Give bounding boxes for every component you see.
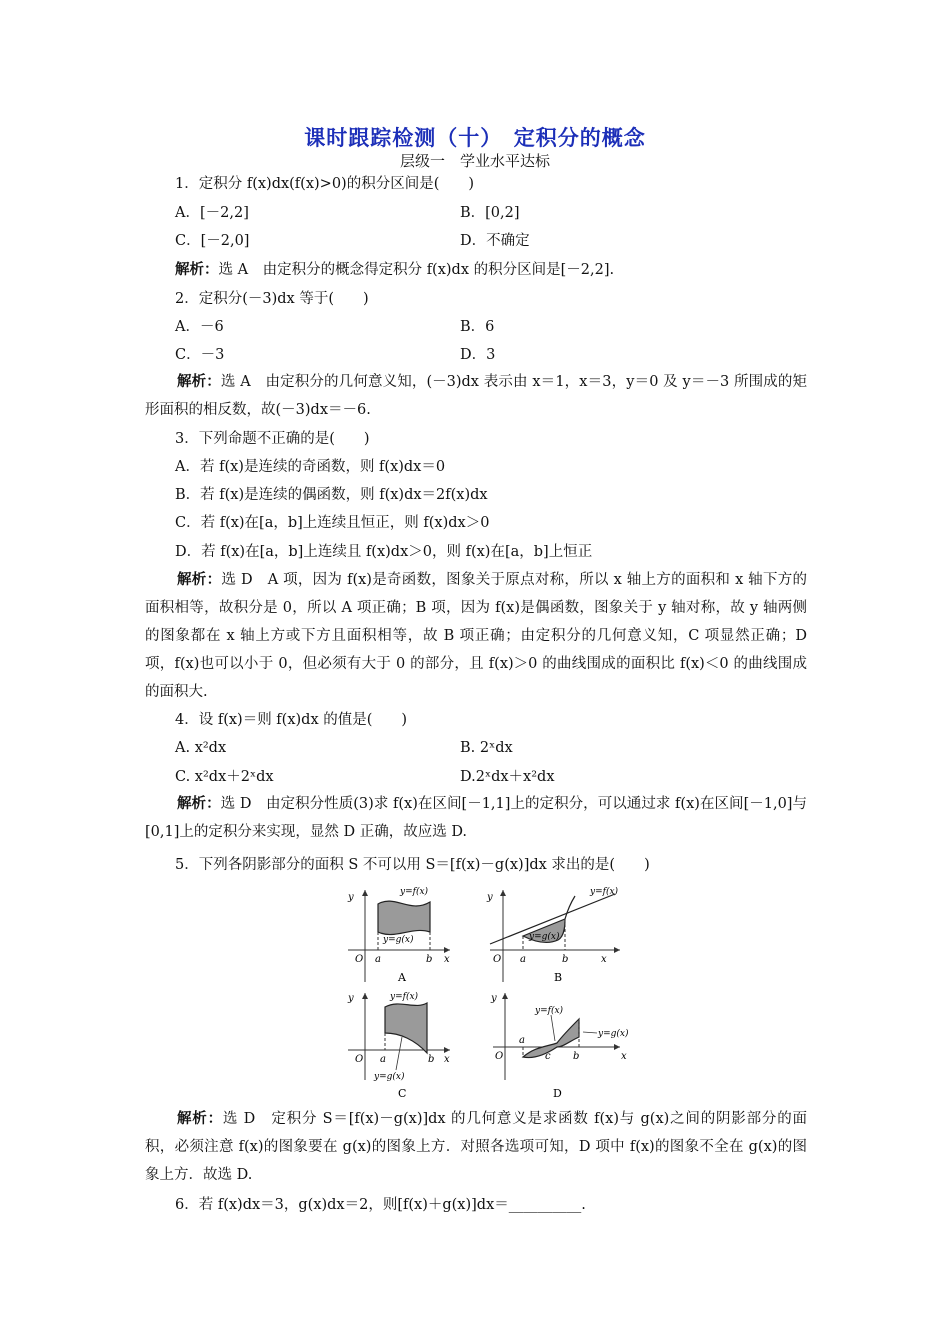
- axis-y-label: y: [348, 892, 354, 903]
- q4-stem: 4．设 f(x)＝则 f(x)dx 的值是( ): [175, 712, 408, 728]
- b-label: b: [562, 954, 569, 965]
- origin-label: O: [355, 1054, 364, 1065]
- figure-d: [485, 985, 640, 1100]
- b-label: b: [426, 954, 433, 965]
- f-label: y=f(x): [390, 992, 419, 1002]
- answer-text: 选 D 由定积分性质(3)求 f(x)在区间[－1,1]上的定积分，可以通过求 f(x)在区间[－1,0]与[0,1]上的定积分来实现，显然 D 正确，故应选 D.: [145, 796, 807, 840]
- q3-stem: 3．下列命题不正确的是( ): [175, 431, 370, 447]
- figure-c-caption: C: [398, 1087, 407, 1100]
- q5-stem: 5．下列各阴影部分的面积 S 不可以用 S＝[f(x)－g(x)]dx 求出的是( ): [175, 857, 650, 873]
- q4-option-b: B. 2ˣdx: [460, 740, 513, 756]
- q3-option-a: A．若 f(x)是连续的奇函数，则 f(x)dx＝0: [175, 459, 446, 475]
- g-label: y=g(x): [529, 932, 560, 942]
- g-label: y=g(x): [374, 1072, 405, 1082]
- q3-answer: [145, 566, 807, 706]
- answer-text: 选 A 由定积分的几何意义知，(－3)dx 表示由 x＝1，x＝3，y＝0 及 y＝－3 所围成的矩形面积的相反数，故(－3)dx＝－6.: [145, 374, 808, 418]
- figure-a-caption: A: [398, 971, 406, 984]
- page-title: 课时跟踪检测（十） 定积分的概念: [304, 125, 646, 150]
- answer-label: 解析：: [177, 571, 222, 588]
- answer-text: 选 D 定积分 S＝[f(x)－g(x)]dx 的几何意义是求函数 f(x)与 g(x)之间的阴影部分的面积，必须注意 f(x)的图象要在 g(x)的图象上方．对照各选项可知，D 项中 f(x)的图象不全在 g(x)的图象上方．故选 D.: [145, 1111, 807, 1183]
- q1-option-b: B．[0,2]: [460, 205, 520, 221]
- a-label: a: [375, 954, 381, 965]
- answer-text: 选 A 由定积分的概念得定积分 f(x)dx 的积分区间是[－2,2].: [218, 262, 615, 278]
- axis-x-label: x: [444, 954, 450, 965]
- q2-stem: 2．定积分(－3)dx 等于( ): [175, 291, 369, 307]
- q1-option-c: C．[－2,0]: [175, 233, 250, 249]
- answer-text: 选 D A 项，因为 f(x)是奇函数，图象关于原点对称，所以 x 轴上方的面积和 x 轴下方的面积相等，故积分是 0，所以 A 项正确；B 项，因为 f(x)是偶函数，图象关于 y 轴对称，故 y 轴两侧的图象都在 x 轴上方或下方且面积相等，故 B 项正确；由定积分的几何意义知，C 项显然正确；D 项，f(x)也可以小于 0，但必须有大于 0 的部分，且 f(x)＞0 的曲线围成的面积比 f(x)＜0 的曲线围成的面积大.: [145, 572, 808, 700]
- figure-a: [340, 882, 460, 987]
- a-label: a: [519, 1035, 525, 1046]
- q4-option-d: D.2ˣdx＋x²dx: [460, 769, 555, 785]
- axis-y-label: y: [487, 892, 493, 903]
- b-label: b: [428, 1054, 435, 1065]
- q3-option-d: D．若 f(x)在[a，b]上连续且 f(x)dx＞0，则 f(x)在[a，b]上恒正: [175, 544, 593, 560]
- f-label: y=f(x): [400, 887, 429, 897]
- origin-label: O: [493, 954, 502, 965]
- q4-answer: [145, 790, 807, 846]
- figure-b: [485, 882, 630, 987]
- a-label: a: [520, 954, 526, 965]
- q2-option-c: C．－3: [175, 347, 225, 363]
- origin-label: O: [355, 954, 364, 965]
- q2-answer: [145, 368, 807, 424]
- f-label: y=f(x): [535, 1006, 564, 1016]
- q1-stem: 1．定积分 f(x)dx(f(x)>0)的积分区间是( ): [175, 176, 475, 192]
- q1-option-d: D．不确定: [460, 233, 530, 249]
- page-subtitle: 层级一 学业水平达标: [399, 152, 550, 170]
- figure-d-caption: D: [553, 1087, 562, 1100]
- figure-b-caption: B: [554, 971, 563, 984]
- answer-label: 解析：: [177, 1110, 223, 1127]
- answer-label: 解析：: [177, 795, 221, 812]
- a-label: a: [380, 1054, 386, 1065]
- answer-label: 解析：: [177, 373, 221, 390]
- g-label: y=g(x): [383, 935, 414, 945]
- c-label: c: [545, 1051, 551, 1062]
- q1-option-a: A．[－2,2]: [175, 205, 249, 221]
- q1-answer: [175, 260, 614, 280]
- q3-option-b: B．若 f(x)是连续的偶函数，则 f(x)dx＝2f(x)dx: [175, 487, 488, 503]
- axis-x-label: x: [601, 954, 607, 965]
- q4-option-a: A. x²dx: [175, 740, 227, 756]
- q4-option-c: C. x²dx＋2ˣdx: [175, 769, 274, 785]
- q2-option-d: D．3: [460, 347, 496, 363]
- figure-c: [340, 985, 460, 1100]
- q6-stem: 6．若 f(x)dx＝3，g(x)dx＝2，则[f(x)＋g(x)]dx＝__________.: [175, 1197, 586, 1213]
- b-label: b: [573, 1051, 580, 1062]
- q2-option-b: B．6: [460, 319, 495, 335]
- q2-option-a: A．－6: [175, 319, 224, 335]
- axis-x-label: x: [621, 1051, 627, 1062]
- g-label: y=g(x): [598, 1029, 629, 1039]
- axis-y-label: y: [491, 993, 497, 1004]
- axis-x-label: x: [444, 1054, 450, 1065]
- answer-label: 解析：: [175, 261, 219, 278]
- axis-y-label: y: [348, 993, 354, 1004]
- f-label: y=f(x): [590, 887, 619, 897]
- q3-option-c: C．若 f(x)在[a，b]上连续且恒正，则 f(x)dx＞0: [175, 515, 490, 531]
- q5-answer: [145, 1105, 807, 1189]
- origin-label: O: [495, 1051, 504, 1062]
